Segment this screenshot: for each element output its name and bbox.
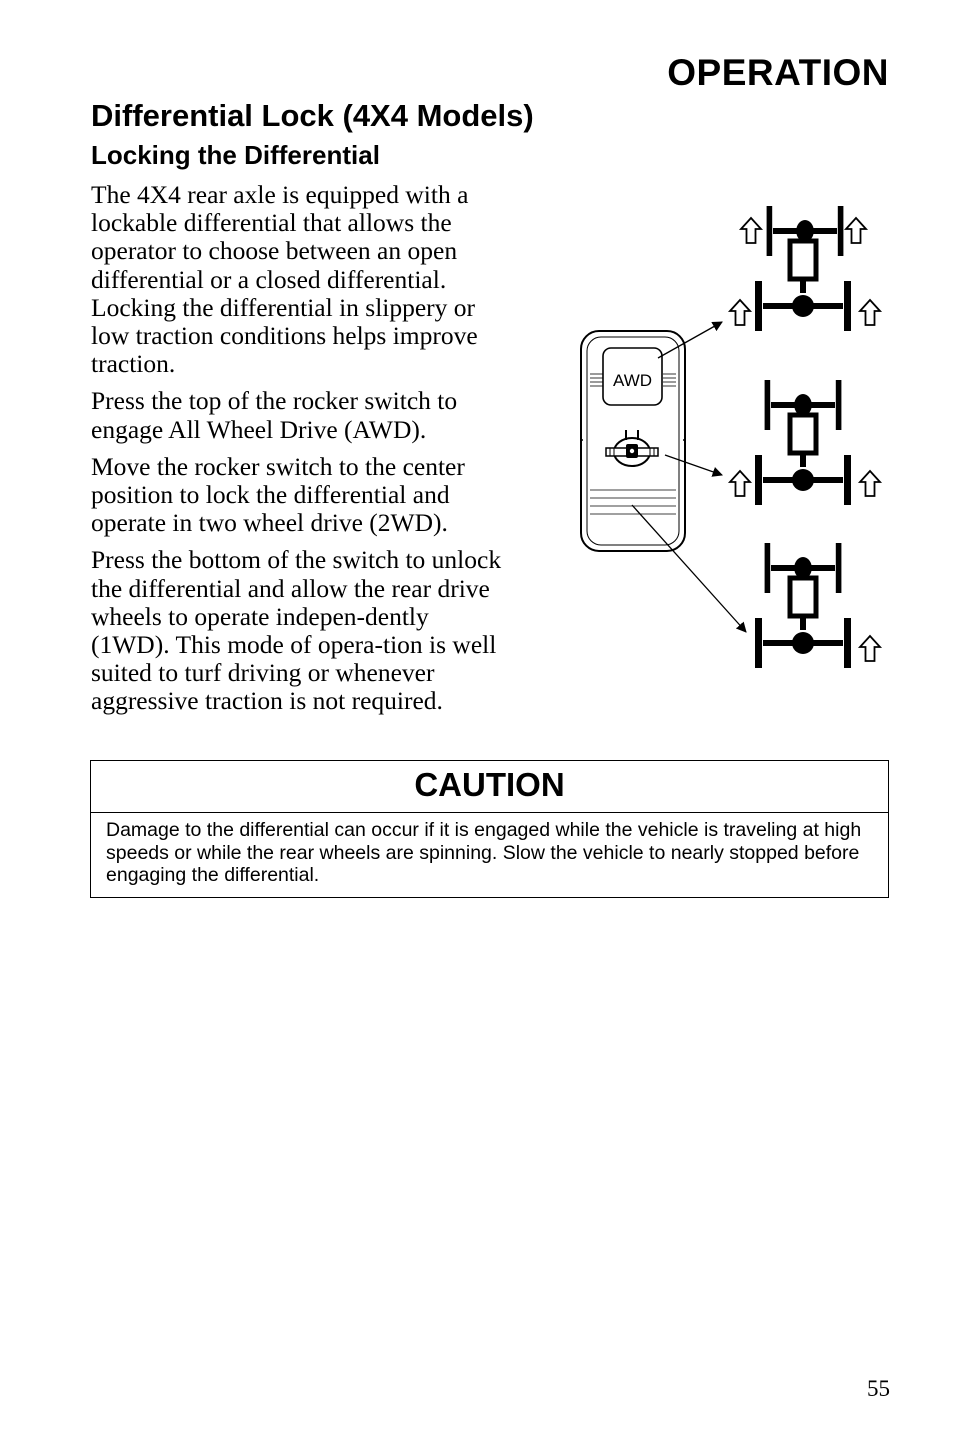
caution-box <box>90 760 889 898</box>
paragraph: Press the top of the rocker switch to engage All Wheel Drive (AWD). <box>91 386 458 444</box>
wheel-arrow-up-icon <box>730 471 750 496</box>
drive-axle-diagram-awd <box>730 206 880 331</box>
wheel-arrow-up-icon <box>860 471 880 496</box>
rocker-switch-figure <box>570 200 890 690</box>
paragraph: Press the bottom of the switch to unlock the differential and allow the rear drive wheels to operate indepen-dently (1WD). This mode of opera-tion is well suited to turf driving or whenever aggressive traction is not required. <box>91 545 502 716</box>
caution-text: Damage to the differential can occur if it is engaged while the vehicle is traveling at high speeds or while the rear wheels are spinning. Slow the vehicle to nearly stopped before engaging the differential. <box>106 819 862 886</box>
wheel-arrow-up-icon <box>860 636 880 661</box>
awd-label: AWD <box>612 371 653 390</box>
wheel-arrow-up-icon <box>730 300 750 325</box>
rocker-switch <box>581 331 685 551</box>
page-subtitle: Locking the Differential <box>91 140 380 170</box>
wheel-arrow-up-icon <box>741 218 761 243</box>
drive-axle-diagram-1wd <box>755 543 880 668</box>
section-header: OPERATION <box>667 52 889 93</box>
body-text <box>91 181 511 725</box>
page-title: Differential Lock (4X4 Models) <box>91 98 534 133</box>
wheel-arrow-up-icon <box>846 218 866 243</box>
paragraph: The 4X4 rear axle is equipped with a lockable differential that allows the operator to choose between an open differential or a closed differential. Locking the differential in slippery or low traction conditions helps improve traction. <box>91 180 478 379</box>
wheel-arrow-up-icon <box>860 300 880 325</box>
drive-axle-diagram-2wd <box>730 380 880 505</box>
page-number: 55 <box>867 1376 890 1401</box>
paragraph: Move the rocker switch to the center position to lock the differential and operate in two wheel drive (2WD). <box>91 451 465 538</box>
caution-title: CAUTION <box>91 761 888 813</box>
